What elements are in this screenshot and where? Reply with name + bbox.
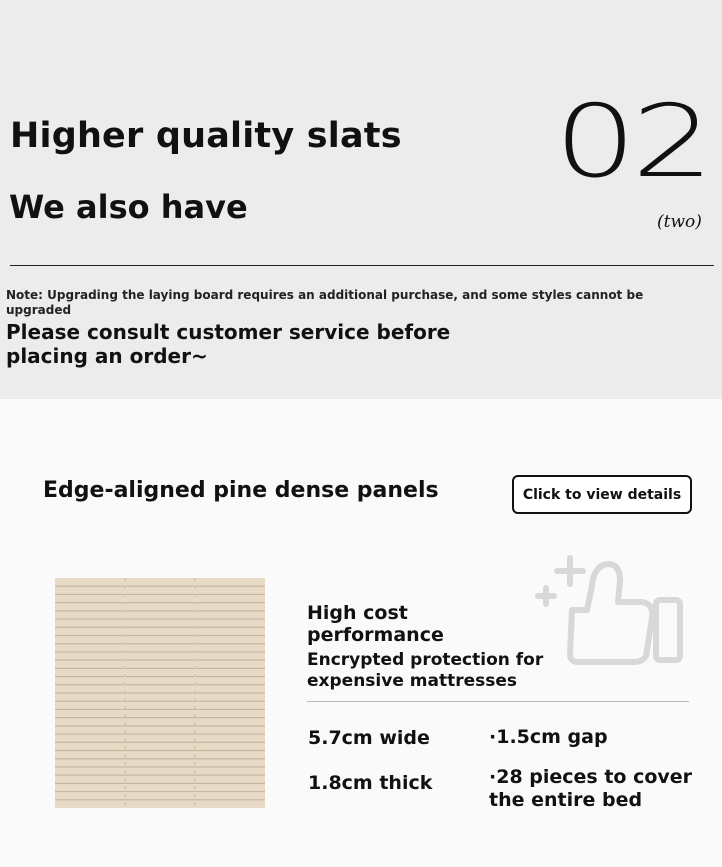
view-details-button[interactable]: Click to view details <box>512 475 692 514</box>
consult-notice: Please consult customer service before placing an order~ <box>6 320 451 368</box>
spec-width: 5.7cm wide <box>308 727 430 749</box>
header-section <box>0 0 722 399</box>
spec-gap: ·1.5cm gap <box>489 726 608 748</box>
product-title: Edge-aligned pine dense panels <box>43 478 439 503</box>
upgrade-note: Note: Upgrading the laying board requires an additional purchase, and some styles cannot be upgraded <box>6 288 644 317</box>
spec-divider <box>307 701 689 702</box>
section-number: 02 <box>554 83 710 200</box>
divider <box>10 265 714 266</box>
section-number-word: (two) <box>657 212 702 232</box>
section-subtitle: We also have <box>9 188 248 226</box>
feature-cost-performance: High cost performance <box>307 602 444 646</box>
spec-pieces: ·28 pieces to cover the entire bed <box>489 766 693 811</box>
slat-panel-image <box>55 578 265 808</box>
feature-mattress-protection: Encrypted protection for expensive mattresses <box>307 650 544 691</box>
section-title: Higher quality slats <box>10 116 402 156</box>
spec-thickness: 1.8cm thick <box>308 772 433 794</box>
